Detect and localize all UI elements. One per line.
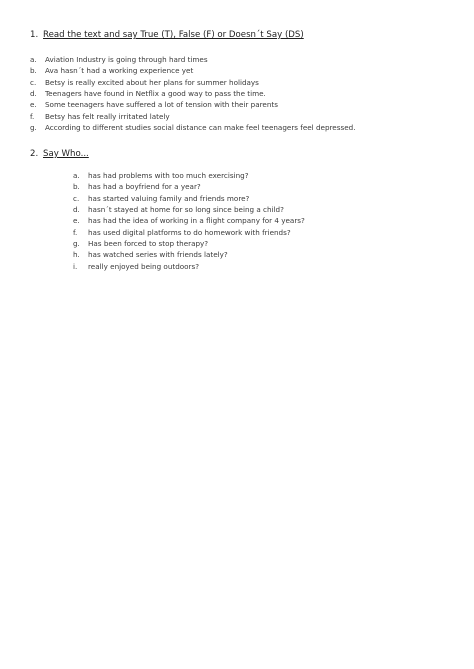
list-item-marker: h.: [73, 250, 80, 260]
list-item-text: hasn´t stayed at home for so long since being a child?: [88, 205, 284, 215]
list-item-marker: g.: [30, 123, 37, 133]
list-item-marker: c.: [73, 193, 80, 203]
list-item-marker: e.: [30, 100, 37, 110]
section-2-number: 2.: [30, 149, 39, 159]
list-item-text: really enjoyed being outdoors?: [88, 261, 200, 271]
list-item-text: Betsy is really excited about her plans for summer holidays: [45, 77, 259, 87]
list-item: [73, 261, 305, 272]
list-item: [30, 122, 355, 133]
list-item: [30, 88, 355, 99]
list-item: [73, 249, 305, 260]
section-1-title: Read the text and say True (T), False (F) or Doesn´t Say (DS): [43, 30, 304, 40]
say-who-list: [73, 170, 305, 272]
list-item-text: has used digital platforms to do homework with friends?: [88, 227, 291, 237]
list-item-marker: f.: [73, 227, 78, 237]
section-2-heading: [30, 149, 89, 160]
list-item-text: has started valuing family and friends more?: [88, 193, 250, 203]
list-item-text: Aviation Industry is going through hard times: [45, 55, 208, 64]
section-1-number: 1.: [30, 30, 39, 40]
section-2-title: Say Who...: [43, 149, 89, 159]
true-false-list: [30, 54, 355, 133]
list-item-marker: b.: [30, 66, 37, 76]
list-item-marker: g.: [73, 239, 80, 249]
list-item: [73, 227, 305, 238]
list-item: [30, 65, 355, 76]
list-item-marker: c.: [30, 77, 37, 87]
list-item-text: Ava hasn´t had a working experience yet: [45, 66, 194, 76]
list-item-marker: a.: [30, 55, 37, 64]
list-item-text: has watched series with friends lately?: [88, 250, 228, 260]
list-item-text: Some teenagers have suffered a lot of tension with their parents: [45, 100, 278, 110]
list-item-marker: d.: [73, 205, 80, 215]
list-item: [30, 111, 355, 122]
list-item-marker: f.: [30, 111, 35, 121]
list-item-marker: d.: [30, 89, 37, 99]
list-item: [73, 215, 305, 226]
list-item: [73, 170, 305, 181]
list-item-marker: a.: [73, 171, 80, 180]
list-item: [73, 193, 305, 204]
list-item: [30, 54, 355, 65]
list-item-text: has had a boyfriend for a year?: [88, 182, 201, 192]
list-item: [30, 99, 355, 110]
list-item-text: According to different studies social distance can make feel teenagers feel depressed.: [45, 123, 356, 133]
list-item-text: has had the idea of working in a flight company for 4 years?: [88, 216, 305, 226]
list-item-marker: b.: [73, 182, 80, 192]
list-item: [73, 181, 305, 192]
list-item-text: has had problems with too much exercising?: [88, 171, 249, 180]
list-item: [73, 238, 305, 249]
list-item-marker: e.: [73, 216, 80, 226]
list-item: [73, 204, 305, 215]
list-item-text: Has been forced to stop therapy?: [88, 239, 209, 249]
list-item-text: Betsy has felt really irritated lately: [45, 111, 170, 121]
section-1-heading: [30, 30, 304, 41]
list-item: [30, 77, 355, 88]
list-item-marker: i.: [73, 261, 78, 271]
list-item-text: Teenagers have found in Netflix a good way to pass the time.: [45, 89, 266, 99]
